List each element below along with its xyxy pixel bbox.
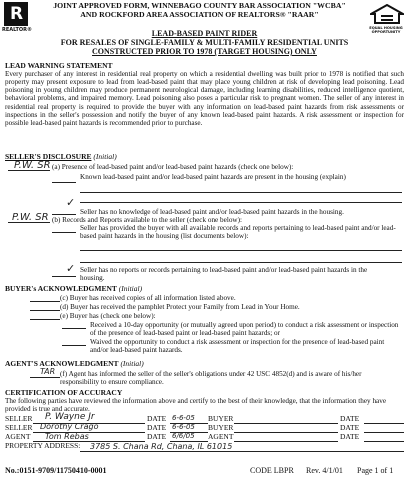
- agent-label-2: AGENT: [208, 432, 234, 441]
- seller-label-1: SELLER: [5, 414, 33, 423]
- date-value-1: 6-6-05: [172, 414, 195, 422]
- checkbox-a2[interactable]: [52, 214, 76, 215]
- date-line-6[interactable]: [364, 441, 404, 442]
- date-label-4: DATE: [340, 414, 360, 423]
- warning-text: Every purchaser of any interest in residential real property on which a residential dwelling was built prior to 1978 is notified that such property may present exposure to lead from lead-based paint that may place young children at risk of developing lead poisoning. Lead poisoning in young children may produce permanent neurological damage, including learning disabilities, reduced intelligence quotient, behavioral problems, and impaired memory. Lead poisoning also poses a particular risk to pregnant women. The seller of any interest in residential real property is required to provide the buyer with any information on lead-based paint hazards from risk assessments or inspections in the seller's possession and notify the buyer of any known lead-based paint hazards. A risk assessment or inspection for possible lead-based paint hazards is recommended prior to purchase.: [5, 70, 404, 127]
- form-title-line2: AND ROCKFORD AREA ASSOCIATION OF REALTORS® "RAAR": [80, 10, 319, 19]
- agent-initials-f: TAR: [40, 367, 56, 376]
- item-e-option1: Received a 10-day opportunity (or mutually agreed upon period) to conduct a risk assessment or inspection of the presence of lead-based paint or lead-based paint hazards; or: [90, 321, 399, 338]
- date-label-1: DATE: [147, 414, 167, 423]
- date-line-4[interactable]: [364, 423, 404, 424]
- checkbox-b2[interactable]: [52, 276, 76, 277]
- realtor-label: REALTOR®: [2, 27, 33, 33]
- form-code: CODE LBPR: [250, 466, 294, 475]
- date-label-6: DATE: [340, 432, 360, 441]
- realtor-logo: R: [4, 2, 28, 26]
- date-value-2: 6-6-05: [172, 423, 195, 431]
- property-address-line[interactable]: [80, 451, 404, 452]
- item-e-option2: Waived the opportunity to conduct a risk assessment or inspection for the presence of lead-based paint and/or lead-based paint hazards.: [90, 338, 385, 355]
- explain-line-2[interactable]: [80, 202, 402, 203]
- item-c-text: (c) Buyer has received copies of all information listed above.: [60, 294, 236, 302]
- warning-heading: LEAD WARNING STATEMENT: [5, 61, 113, 70]
- rider-subtitle-1: FOR RESALES OF SINGLE-FAMILY & MULTI-FAMILY RESIDENTIAL UNITS: [60, 38, 349, 47]
- equal-housing-icon: [370, 4, 404, 28]
- certification-heading: CERTIFICATION OF ACCURACY: [5, 388, 123, 397]
- item-f-text: (f) Agent has informed the seller of the seller's obligations under 42 USC 4852(d) and is aware of his/her responsibility to ensure compliance.: [60, 370, 362, 387]
- checkbox-e1[interactable]: [62, 328, 86, 329]
- item-a-text: (a) Presence of lead-based paint and/or lead-based paint hazards (check one below):: [52, 163, 294, 171]
- date-label-5: DATE: [340, 423, 360, 432]
- initial-line-e[interactable]: [30, 319, 60, 320]
- date-label-3: DATE: [147, 432, 167, 441]
- documents-line-1[interactable]: [80, 250, 402, 251]
- rider-subtitle-2: CONSTRUCTED PRIOR TO 1978 (TARGET HOUSING) ONLY: [92, 47, 317, 56]
- seller-disclosure-heading: SELLER'S DISCLOSURE (Initial): [5, 152, 117, 161]
- item-e-text: (e) Buyer has (check one below):: [60, 312, 156, 320]
- initial-line-b[interactable]: [8, 222, 50, 223]
- explain-line-1[interactable]: [80, 192, 402, 193]
- form-number: No.:0151-9709/11750410-0001: [5, 466, 107, 475]
- initial-line-a[interactable]: [8, 170, 50, 171]
- date-label-2: DATE: [147, 423, 167, 432]
- form-revision: Rev. 4/1/01: [306, 466, 343, 475]
- item-a-option2: Seller has no knowledge of lead-based paint and/or lead-based paint hazards in the housing.: [80, 208, 344, 216]
- date-line-5[interactable]: [364, 432, 404, 433]
- checkbox-b1[interactable]: [52, 232, 76, 233]
- item-a-option1: Known lead-based paint and/or lead-based paint hazards are present in the housing (explain): [80, 173, 346, 181]
- page-number: Page 1 of 1: [357, 466, 394, 475]
- initial-line-d[interactable]: [30, 310, 60, 311]
- equal-housing-label: EQUAL HOUSING OPPORTUNITY: [369, 26, 403, 34]
- agent-signature: Tom Rebas: [45, 432, 89, 441]
- seller-signature-2: Dorothy Crago: [40, 422, 99, 431]
- item-b-option1: Seller has provided the buyer with all available records and reports pertaining to lead-based paint and/or lead-based paint hazards in the housing (list documents below):: [80, 224, 396, 241]
- form-title-line1: JOINT APPROVED FORM, WINNEBAGO COUNTY BAR ASSOCIATION "WCBA": [53, 1, 346, 10]
- checkbox-e2[interactable]: [62, 345, 86, 346]
- rider-title: LEAD-BASED PAINT RIDER: [151, 29, 258, 38]
- agent-label-1: AGENT: [5, 432, 31, 441]
- item-d-text: (d) Buyer has received the pamphlet Protect your Family from Lead in Your Home.: [60, 303, 300, 311]
- property-address-value: 3785 S. Chana Rd, Chana, IL 61015: [90, 442, 233, 451]
- initial-line-c[interactable]: [30, 301, 60, 302]
- agent-ack-heading: AGENT'S ACKNOWLEDGMENT (Initial): [5, 359, 144, 368]
- checkbox-a1[interactable]: [52, 182, 76, 183]
- checkmark-a2: ✓: [66, 196, 76, 209]
- seller-signature-1: P. Wayne Jr: [45, 412, 95, 422]
- documents-line-2[interactable]: [80, 262, 402, 263]
- agent-signature-line-2[interactable]: [234, 441, 338, 442]
- property-address-label: PROPERTY ADDRESS:: [5, 441, 81, 450]
- seller-initials-b: P.W. SR: [12, 212, 49, 223]
- certification-text: The following parties have reviewed the information above and certify to the best of their knowledge, that the information they have provided is true and accurate.: [5, 397, 387, 414]
- checkmark-b2: ✓: [66, 262, 76, 275]
- seller-label-2: SELLER: [5, 423, 33, 432]
- seller-initials-a: P.W. SR: [14, 160, 51, 171]
- item-b-option2: Seller has no reports or records pertaining to lead-based paint and/or lead-based paint hazards in the housing.: [80, 266, 368, 283]
- buyer-signature-line-1[interactable]: [234, 423, 338, 424]
- buyer-ack-heading: BUYER's ACKNOWLEDGMENT (Initial): [5, 284, 143, 293]
- buyer-label-2: BUYER: [208, 423, 234, 432]
- buyer-signature-line-2[interactable]: [234, 432, 338, 433]
- item-b-text: (b) Records and Reports available to the seller (check one below):: [52, 216, 242, 224]
- date-value-3: 6/6/05: [172, 432, 195, 440]
- buyer-label-1: BUYER: [208, 414, 234, 423]
- initial-line-f[interactable]: [30, 377, 60, 378]
